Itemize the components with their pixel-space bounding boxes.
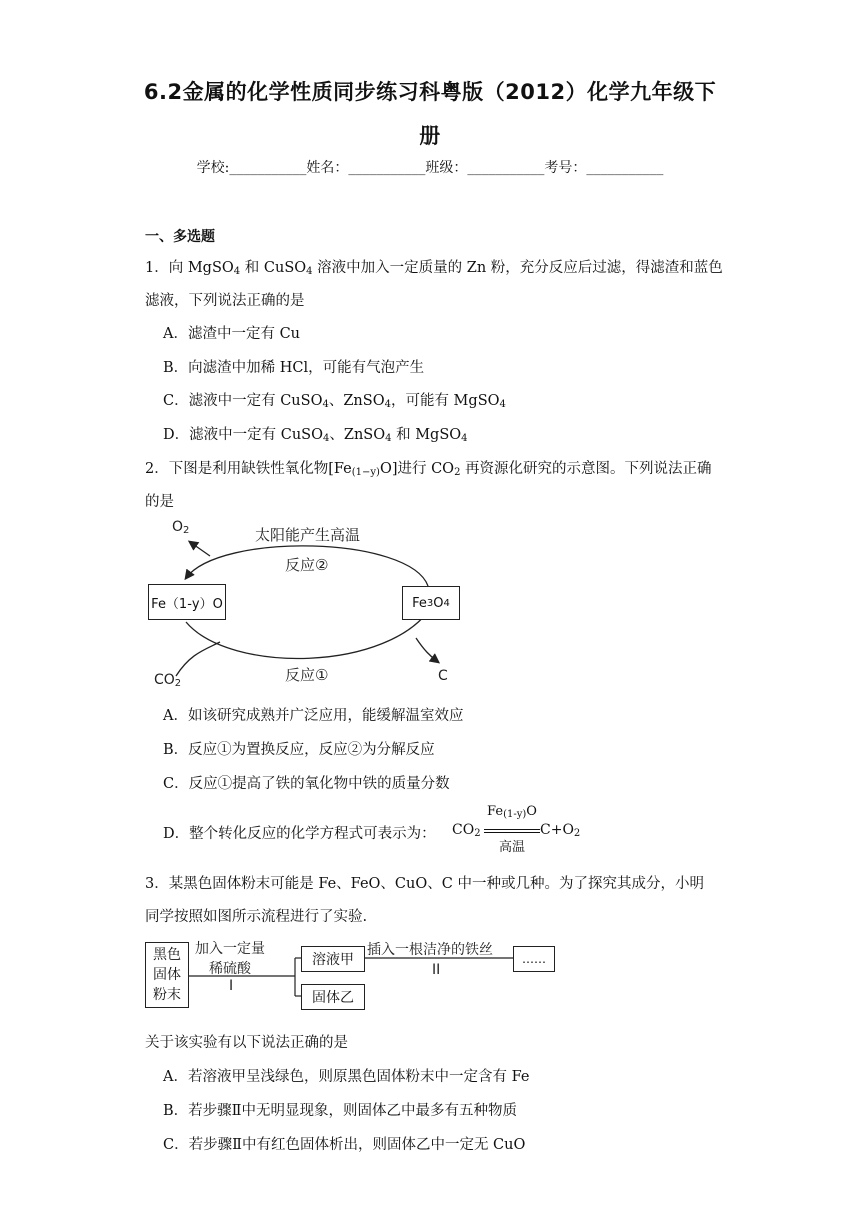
q1-stem-line1: 1．向 MgSO$_4$ 和 CuSO$_4$ 溶液中加入一定质量的 Zn 粉，充分反应后过滤，得滤渣和蓝色 (145, 260, 723, 277)
q1-stem-line2: 滤液，下列说法正确的是 (145, 293, 305, 309)
q2-stem-line1: 2．下图是利用缺铁性氧化物$[Fe_{(1-y)}O]$进行 $CO_2$ 再资源化研究的示意图。下列说法正确 (145, 461, 712, 478)
o2-release-arrow (190, 542, 210, 556)
box-black-powder: 黑色 固体 粉末 (145, 942, 189, 1008)
label-c: C (438, 668, 448, 684)
label-solar-heat: 太阳能产生高温 (255, 526, 361, 544)
q3-stem-line1: 3．某黑色固体粉末可能是 Fe、FeO、CuO、C 中一种或几种。为了探究其成分，小明 (145, 876, 704, 892)
q2-cycle-diagram (140, 514, 480, 692)
label-add-acid-2: 稀硫酸 (209, 961, 251, 977)
box-fe3o4: Fe 3 O 4 (402, 586, 460, 620)
label-reaction-1: 反应① (285, 666, 329, 684)
label-o2: $O_2$ (172, 519, 190, 536)
q2-option-d[interactable]: D．整个转化反应的化学方程式可表示为： (163, 826, 436, 842)
eq-reactant: $CO_2$ (452, 822, 481, 839)
co2-inlet-line (176, 642, 220, 676)
section-heading: 一、多选题 (145, 229, 215, 245)
q3-stem-line2: 同学按照如图所示流程进行了实验. (145, 909, 368, 925)
label-step-2: II (432, 962, 441, 978)
eq-catalyst: $Fe_{(1-y)}O$ (487, 804, 537, 820)
label-reaction-2: 反应② (285, 556, 329, 574)
eq-condition: 高温 (498, 840, 525, 855)
label-co2: $CO_2$ (154, 672, 182, 689)
label-insert-wire: 插入一根洁净的铁丝 (367, 942, 493, 958)
q2-stem-line2: 的是 (145, 494, 174, 510)
q3-flow-diagram (145, 938, 565, 1012)
q3-option-c[interactable]: C．若步骤Ⅱ中有红色固体析出，则固体乙中一定无 CuO (163, 1137, 526, 1153)
q3-stem-line3: 关于该实验有以下说法正确的是 (145, 1035, 348, 1051)
box-dots: …… (513, 946, 555, 972)
q1-option-d[interactable]: D．滤液中一定有 CuSO$_4$、ZnSO$_4$ 和 MgSO$_4$ (163, 427, 468, 444)
page-title-line2: 册 (419, 124, 441, 148)
q2-option-a[interactable]: A．如该研究成熟并广泛应用，能缓解温室效应 (163, 708, 464, 724)
q2-equation (452, 804, 592, 856)
eq-bar-top (484, 829, 540, 830)
q2-option-b[interactable]: B．反应①为置换反应，反应②为分解反应 (163, 742, 435, 758)
eq-products: $C+O_2$ (540, 822, 581, 839)
label-add-acid-1: 加入一定量 (195, 941, 265, 957)
box-solid-b: 固体乙 (301, 984, 365, 1010)
q1-option-b[interactable]: B．向滤渣中加稀 HCl，可能有气泡产生 (163, 360, 425, 376)
q1-option-a[interactable]: A．滤渣中一定有 Cu (163, 326, 301, 342)
box-solution-a: 溶液甲 (301, 946, 365, 972)
q1-option-c[interactable]: C．滤液中一定有 CuSO$_4$、ZnSO$_4$，可能有 MgSO$_4$ (163, 393, 506, 410)
q2-option-c[interactable]: C．反应①提高了铁的氧化物中铁的质量分数 (163, 776, 450, 792)
q3-option-b[interactable]: B．若步骤Ⅱ中无明显现象，则固体乙中最多有五种物质 (163, 1103, 518, 1119)
student-info-line: 学校:___________姓名：___________班级：___________考号：___________ (196, 160, 664, 176)
page-title-line1: 6.2金属的化学性质同步练习科粤版（2012）化学九年级下 (143, 80, 717, 104)
q3-option-a[interactable]: A．若溶液甲呈浅绿色，则原黑色固体粉末中一定含有 Fe (163, 1069, 530, 1085)
label-step-1: I (229, 978, 234, 994)
box-fe1yo: Fe（1-y）O (148, 584, 226, 620)
eq-bar-bottom (484, 832, 540, 833)
c-product-arrow (416, 638, 438, 662)
